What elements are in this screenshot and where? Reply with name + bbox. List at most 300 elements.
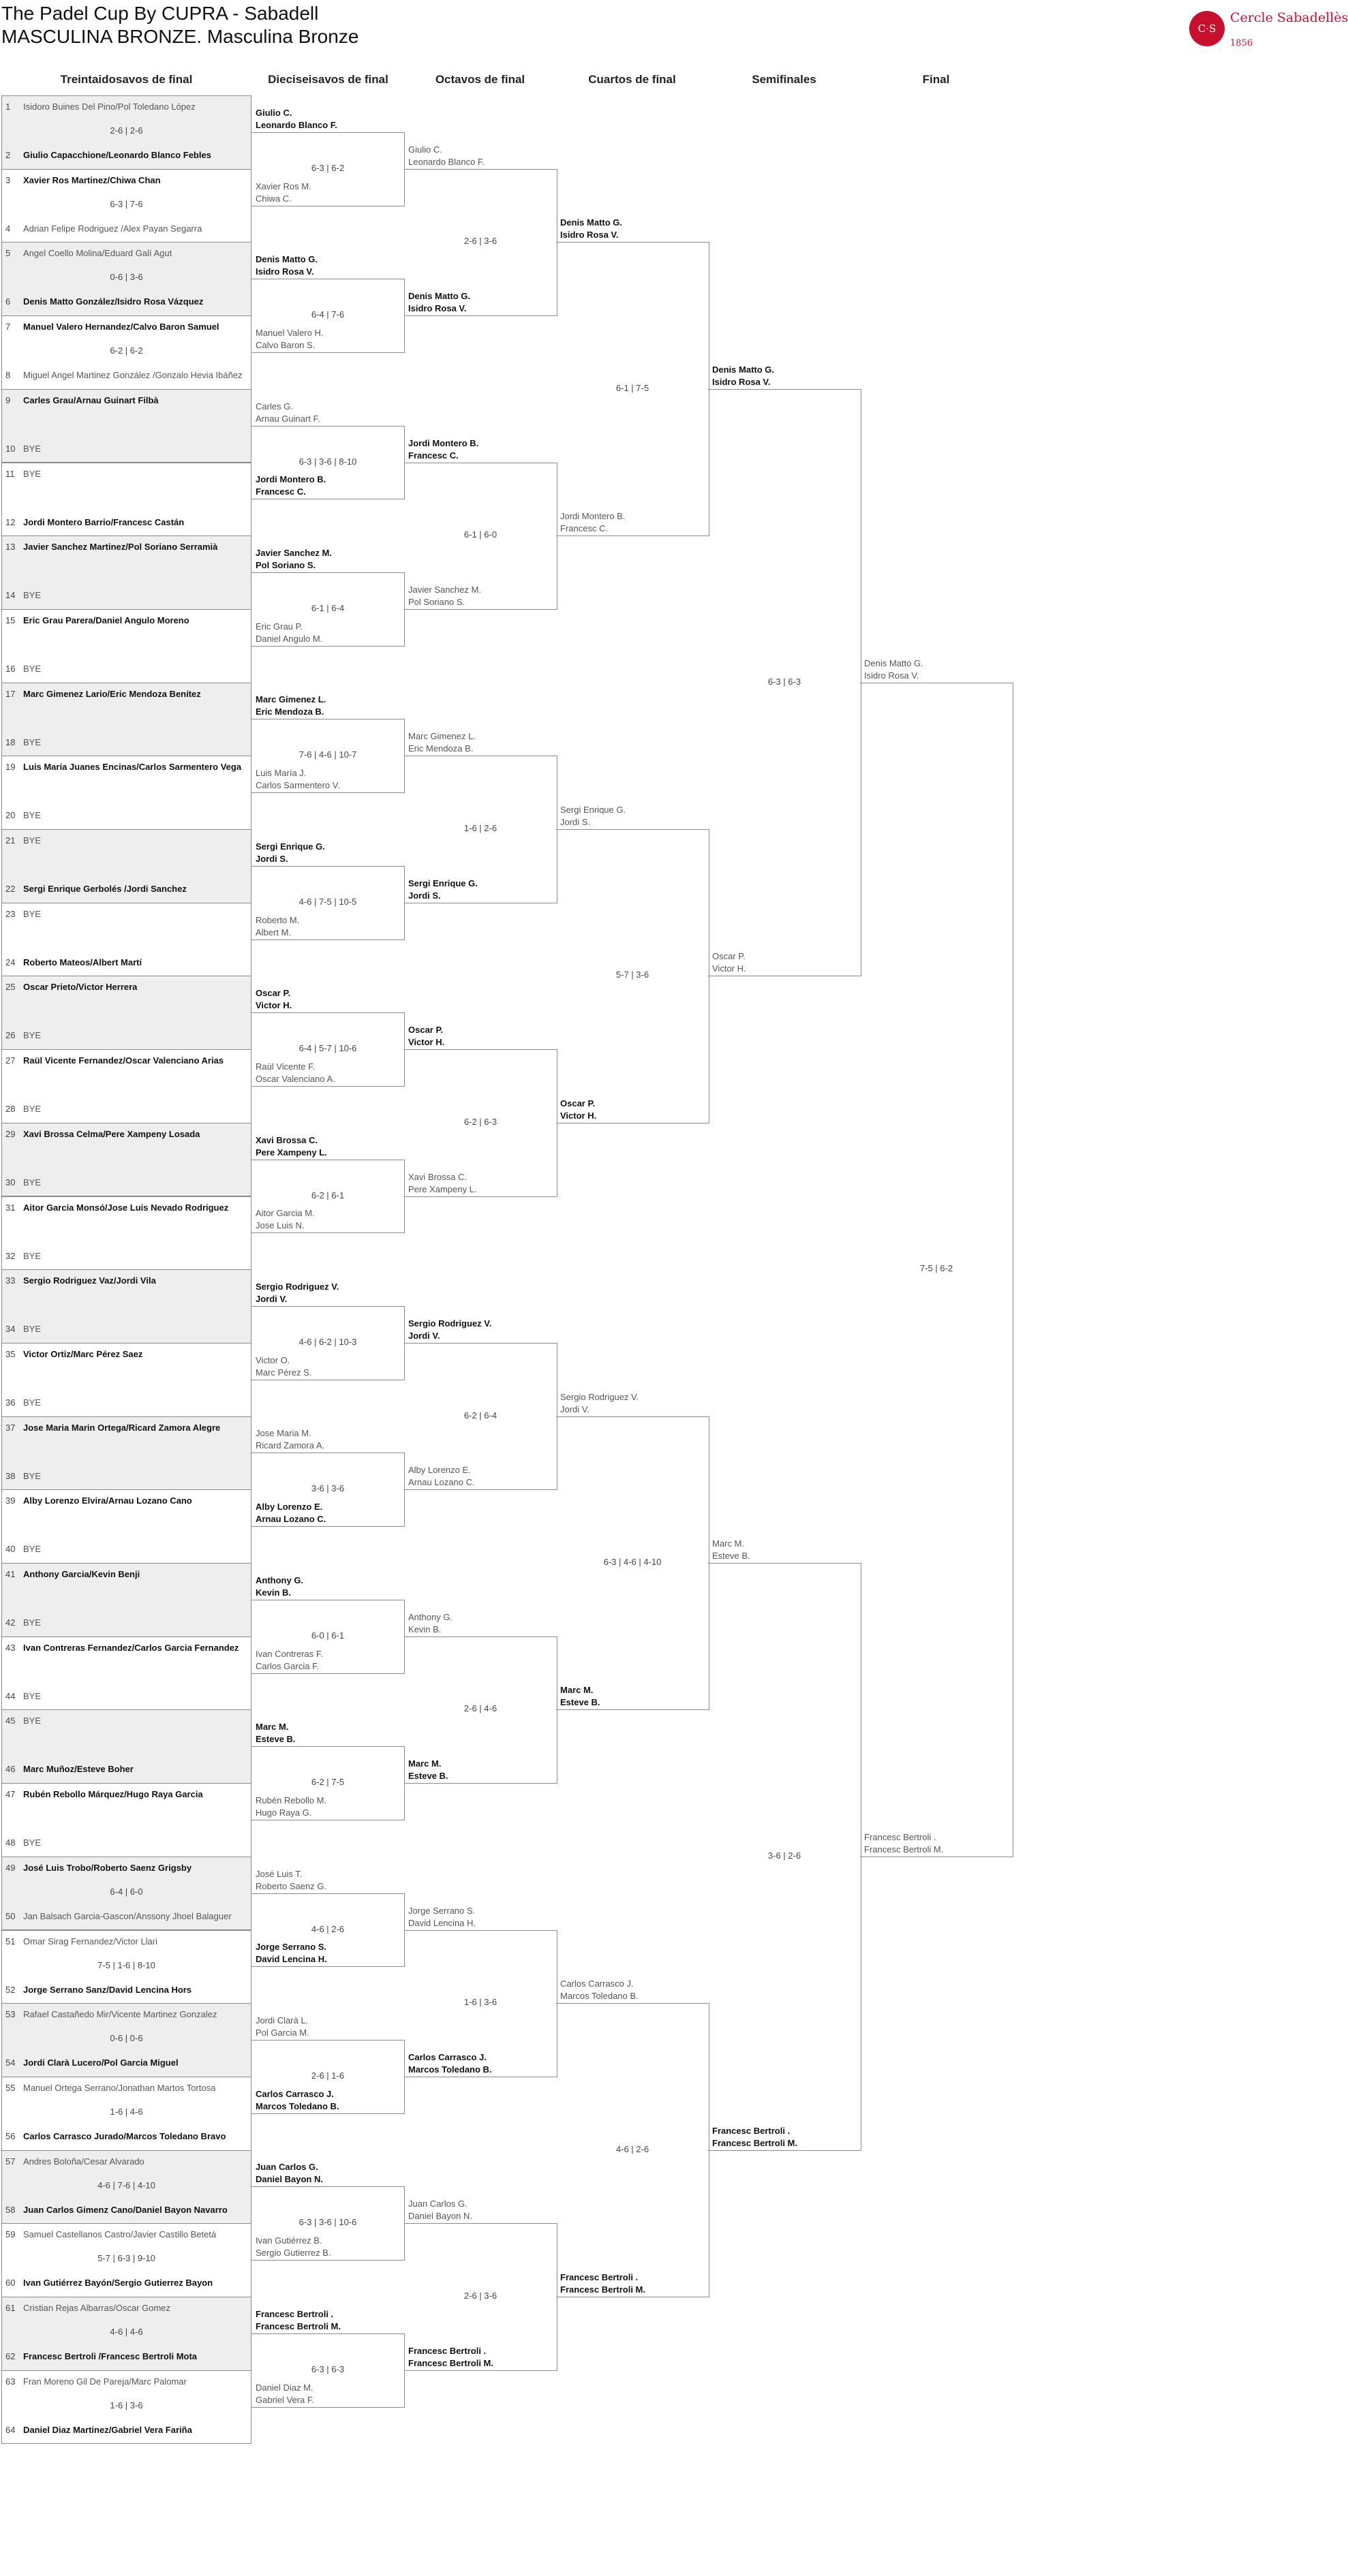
- seed-number: 1: [5, 102, 11, 112]
- team-name[interactable]: BYE: [23, 1837, 42, 1848]
- seed-number: 64: [5, 2424, 16, 2435]
- team-name[interactable]: Rubén Rebollo Márquez/Hugo Raya Garcia: [23, 1789, 203, 1800]
- team-name[interactable]: Sergio Rodriguez Vaz/Jordi Vila: [23, 1275, 156, 1286]
- team-name[interactable]: Albert M.: [256, 927, 292, 937]
- team-name[interactable]: Marc M.: [256, 1722, 289, 1733]
- team-name[interactable]: Juan Carlos Gimenz Cano/Daniel Bayon Navarro: [23, 2204, 228, 2215]
- team-name[interactable]: Jordi S.: [256, 853, 288, 864]
- bracket-line: [556, 829, 709, 830]
- seal-icon: C·S: [1189, 11, 1225, 46]
- team-name[interactable]: Jordi S.: [560, 817, 591, 827]
- seed-number: 28: [5, 1104, 16, 1115]
- team-name[interactable]: Jose Maria M.: [256, 1428, 311, 1439]
- team-name[interactable]: Esteve B.: [256, 1734, 296, 1745]
- team-name[interactable]: Eric Mendoza B.: [256, 707, 324, 717]
- team-name[interactable]: Calvo Baron S.: [256, 339, 316, 350]
- team-name[interactable]: Isidro Rosa V.: [560, 230, 619, 240]
- seed-number: 22: [5, 884, 16, 894]
- team-name[interactable]: Jorge Serrano S.: [408, 1905, 476, 1916]
- team-name[interactable]: Roberto Saenz G.: [256, 1880, 327, 1891]
- bracket-line: [251, 792, 404, 793]
- team-name[interactable]: Jordi Clarà L.: [256, 2015, 309, 2026]
- team-name[interactable]: Denis Matto G.: [408, 291, 471, 302]
- bracket-line: [251, 866, 404, 867]
- team-name[interactable]: Anthony G.: [256, 1574, 304, 1585]
- team-name[interactable]: Rafael Castañedo Mir/Vicente Martinez Gonzalez: [23, 2009, 217, 2020]
- team-name[interactable]: Marc M.: [712, 1538, 744, 1549]
- team-name[interactable]: Carlos Garcia F.: [256, 1660, 320, 1671]
- team-name[interactable]: Jordi Montero B.: [256, 474, 326, 485]
- team-name[interactable]: Jordi S.: [408, 890, 441, 901]
- team-name[interactable]: Marc Pérez S.: [256, 1367, 312, 1378]
- team-name[interactable]: Chiwa C.: [256, 193, 292, 204]
- team-name[interactable]: Carlos Carrasco J.: [256, 2088, 334, 2099]
- team-name[interactable]: David Lencina H.: [408, 1917, 476, 1928]
- team-name[interactable]: Jordi V.: [408, 1330, 440, 1341]
- team-name[interactable]: Marc Gimenez Lario/Eric Mendoza Benítez: [23, 688, 201, 699]
- team-name[interactable]: Carlos Sarmentero V.: [256, 780, 340, 791]
- seed-number: 52: [5, 1984, 16, 1995]
- team-name[interactable]: BYE: [23, 1397, 42, 1408]
- round-header-r64: Treintaidosavos de final: [60, 73, 193, 86]
- team-name[interactable]: Roberto M.: [256, 914, 300, 925]
- team-name[interactable]: Sergi Enrique G.: [560, 805, 626, 815]
- seed-number: 50: [5, 1910, 16, 1921]
- team-name[interactable]: Francesc Bertroli M.: [256, 2321, 341, 2331]
- bracket-line: [251, 1966, 404, 1967]
- team-name[interactable]: Isidro Rosa V.: [864, 670, 919, 681]
- team-name[interactable]: Francesc Bertroli .: [256, 2308, 334, 2319]
- seed-number: 6: [5, 296, 11, 307]
- team-name[interactable]: BYE: [23, 1324, 42, 1335]
- team-name[interactable]: Francesc Bertroli .: [408, 2345, 487, 2356]
- team-name[interactable]: Raül Vicente Fernandez/Oscar Valenciano Arias: [23, 1055, 224, 1066]
- team-name[interactable]: Luis María Juanes Encinas/Carlos Sarmentero Vega: [23, 762, 242, 773]
- seed-number: 12: [5, 516, 16, 527]
- bracket-line: [251, 1673, 404, 1674]
- seed-number: 15: [5, 615, 16, 625]
- match-score: 4-6 | 6-2 | 10-3: [298, 1336, 357, 1347]
- team-name[interactable]: Isidro Rosa V.: [712, 376, 771, 387]
- seed-number: 11: [5, 468, 15, 479]
- team-name[interactable]: BYE: [23, 590, 42, 601]
- seed-number: 59: [5, 2229, 16, 2240]
- match-score: 6-2 | 6-4: [463, 1410, 497, 1421]
- match-score: 7-5 | 1-6 | 8-10: [97, 1959, 155, 1970]
- team-name[interactable]: Marcos Toledano B.: [256, 2100, 339, 2111]
- team-name[interactable]: Eric Grau Parera/Daniel Angulo Moreno: [23, 615, 189, 625]
- match-score: 3-6 | 3-6: [311, 1483, 345, 1494]
- team-name[interactable]: Giulio Capacchione/Leonardo Blanco Febles: [23, 150, 211, 160]
- seed-number: 49: [5, 1862, 16, 1873]
- seed-number: 51: [5, 1936, 16, 1946]
- team-name[interactable]: Jorge Serrano Sanz/David Lencina Hors: [23, 1984, 192, 1995]
- team-name[interactable]: BYE: [23, 1030, 42, 1041]
- team-name[interactable]: Juan Carlos G.: [256, 2162, 318, 2173]
- match-score: 6-1 | 7-5: [615, 382, 649, 393]
- team-name[interactable]: Carlos Carrasco J.: [408, 2051, 487, 2062]
- seed-number: 56: [5, 2130, 16, 2141]
- team-name[interactable]: Manuel Valero H.: [256, 327, 324, 338]
- team-name[interactable]: Francesc Bertroli M.: [712, 2137, 797, 2148]
- team-name[interactable]: Daniel Diaz Martinez/Gabriel Vera Fariña: [23, 2424, 192, 2435]
- match-score: 5-7 | 3-6: [615, 969, 649, 980]
- match-score: 7-5 | 6-2: [919, 1263, 953, 1274]
- team-name[interactable]: Javier Sanchez Martinez/Pol Soriano Serramià: [23, 542, 218, 553]
- seed-number: 10: [5, 443, 16, 454]
- seed-number: 40: [5, 1544, 16, 1555]
- team-name[interactable]: Sergio Rodriguez V.: [256, 1282, 339, 1292]
- team-name[interactable]: Juan Carlos G.: [408, 2199, 468, 2209]
- team-name[interactable]: Esteve B.: [408, 1771, 448, 1782]
- seed-number: 35: [5, 1348, 16, 1359]
- team-name[interactable]: BYE: [23, 908, 42, 919]
- team-name[interactable]: Arnau Guinart F.: [256, 413, 320, 424]
- match-score: 6-2 | 6-3: [463, 1116, 497, 1127]
- team-name[interactable]: Oscar P.: [712, 951, 746, 962]
- match-score: 7-6 | 4-6 | 10-7: [298, 749, 357, 760]
- seed-number: 4: [5, 223, 11, 234]
- seed-number: 55: [5, 2082, 16, 2093]
- team-name[interactable]: Ivan Contreras Fernandez/Carlos Garcia Fernandez: [23, 1642, 239, 1653]
- team-name[interactable]: Anthony G.: [408, 1611, 453, 1622]
- team-name[interactable]: Arnau Lozano C.: [256, 1514, 326, 1525]
- team-name[interactable]: Javier Sanchez M.: [408, 584, 481, 595]
- seed-number: 61: [5, 2303, 16, 2313]
- team-name[interactable]: Francesc Bertroli .: [712, 2125, 791, 2136]
- team-name[interactable]: Manuel Valero Hernandez/Calvo Baron Samuel: [23, 322, 219, 332]
- team-name[interactable]: Marc Gimenez L.: [408, 731, 476, 742]
- bracket-line: [708, 389, 861, 390]
- team-name[interactable]: Denis Matto González/Isidro Rosa Vázquez: [23, 296, 204, 307]
- team-name[interactable]: Kevin B.: [408, 1624, 442, 1634]
- team-name[interactable]: Arnau Lozano C.: [408, 1477, 475, 1488]
- bracket-line: [251, 1306, 404, 1307]
- team-name[interactable]: Anthony Garcia/Kevin Benji: [23, 1569, 140, 1579]
- bracket-line: [251, 1746, 404, 1747]
- team-name[interactable]: Marc M.: [408, 1758, 442, 1769]
- team-name[interactable]: Ivan Gutiérrez B.: [256, 2235, 322, 2246]
- match-score: 6-1 | 6-4: [311, 602, 345, 613]
- match-score: 0-6 | 0-6: [110, 2033, 143, 2044]
- team-name[interactable]: Aitor Garcia M.: [256, 1208, 315, 1219]
- match-score: 6-3 | 6-3: [767, 676, 801, 687]
- team-name[interactable]: Pol Garcia M.: [256, 2028, 309, 2038]
- match-score: 4-6 | 2-6: [615, 2143, 649, 2154]
- team-name[interactable]: Xavi Brossa Celma/Pere Xampeny Losada: [23, 1128, 200, 1139]
- team-name[interactable]: David Lencina H.: [256, 1954, 327, 1965]
- match-score: 5-7 | 6-3 | 9-10: [97, 2253, 155, 2264]
- seed-number: 24: [5, 957, 16, 967]
- seed-number: 2: [5, 150, 11, 160]
- team-name[interactable]: Alby Lorenzo Elvira/Arnau Lozano Cano: [23, 1495, 192, 1506]
- team-name[interactable]: Angel Coello Molina/Eduard Galí Agut: [23, 248, 172, 259]
- team-name[interactable]: Kevin B.: [256, 1587, 292, 1598]
- team-name[interactable]: Manuel Ortega Serrano/Jonathan Martos Tortosa: [23, 2082, 216, 2093]
- seed-number: 13: [5, 542, 16, 553]
- team-name[interactable]: Hugo Raya G.: [256, 1807, 312, 1818]
- team-name[interactable]: Isidro Rosa V.: [256, 266, 314, 277]
- team-name[interactable]: José Luis T.: [256, 1868, 303, 1879]
- team-name[interactable]: Daniel Angulo M.: [256, 633, 323, 644]
- team-name[interactable]: Roberto Mateos/Albert Martí: [23, 957, 142, 967]
- team-name[interactable]: BYE: [23, 1690, 42, 1701]
- team-name[interactable]: Denis Matto G.: [256, 254, 318, 265]
- team-name[interactable]: Omar Sirag Fernandez/Victor Llari: [23, 1936, 158, 1946]
- team-name[interactable]: Carlos Carrasco J.: [560, 1978, 634, 1989]
- team-name[interactable]: Francesc Bertroli .: [560, 2272, 639, 2282]
- match-score: 6-3 | 6-3: [311, 2363, 345, 2374]
- seed-number: 31: [5, 1202, 16, 1213]
- bracket-line: [556, 2003, 709, 2004]
- round-header-final: Final: [922, 73, 950, 86]
- team-name[interactable]: Eric Mendoza B.: [408, 743, 474, 754]
- team-name[interactable]: Carlos Carrasco Jurado/Marcos Toledano Bravo: [23, 2130, 226, 2141]
- bracket-line: [556, 1709, 709, 1710]
- round-header-r32: Dieciseisavos de final: [268, 73, 388, 86]
- seed-number: 45: [5, 1716, 16, 1726]
- team-name[interactable]: Victor H.: [256, 1000, 292, 1011]
- match-score: 6-3 | 3-6 | 8-10: [298, 456, 357, 467]
- match-score: 2-6 | 3-6: [463, 2291, 497, 2301]
- team-name[interactable]: Pol Soriano S.: [256, 560, 316, 571]
- team-name[interactable]: Alby Lorenzo E.: [256, 1502, 323, 1512]
- seed-number: 63: [5, 2376, 16, 2387]
- bracket-line: [251, 572, 404, 573]
- bracket-line: [556, 242, 709, 243]
- team-name[interactable]: Francesc C.: [560, 523, 609, 534]
- team-name[interactable]: Pol Soriano S.: [408, 596, 465, 607]
- team-name[interactable]: BYE: [23, 663, 42, 674]
- team-name[interactable]: Daniel Diaz M.: [256, 2382, 313, 2393]
- seed-number: 54: [5, 2058, 16, 2068]
- team-name[interactable]: Xavier Ros Martinez/Chiwa Chan: [23, 174, 161, 185]
- team-name[interactable]: Sergi Enrique G.: [256, 841, 325, 852]
- team-name[interactable]: BYE: [23, 1617, 42, 1628]
- team-name[interactable]: Denis Matto G.: [560, 217, 623, 228]
- team-name[interactable]: Marcos Toledano B.: [408, 2064, 492, 2075]
- team-name[interactable]: Francesc Bertroli M.: [408, 2357, 493, 2368]
- team-name[interactable]: Fran Moreno Gil De Pareja/Marc Palomar: [23, 2376, 187, 2387]
- team-name[interactable]: Francesc Bertroli M.: [864, 1844, 944, 1855]
- match-score: 2-6 | 3-6: [463, 236, 497, 247]
- bracket-line: [251, 2260, 404, 2261]
- team-name[interactable]: Sergio Gutierrez B.: [256, 2248, 331, 2259]
- match-score: 0-6 | 3-6: [110, 272, 143, 283]
- team-name[interactable]: Oscar P.: [256, 988, 291, 999]
- team-name[interactable]: Samuel Castellanos Castro/Javier Castillo Betetá: [23, 2229, 217, 2240]
- seed-number: 47: [5, 1789, 16, 1800]
- team-name[interactable]: Sergio Rodriguez V.: [408, 1318, 492, 1329]
- round-header-qf: Cuartos de final: [588, 73, 676, 86]
- logo-text: Cercle Sabadellès: [1230, 10, 1348, 25]
- team-name[interactable]: BYE: [23, 443, 42, 454]
- team-name[interactable]: BYE: [23, 1177, 42, 1188]
- bracket-line: [404, 1196, 557, 1197]
- team-name[interactable]: Marcos Toledano B.: [560, 1991, 639, 2002]
- team-name[interactable]: Esteve B.: [712, 1551, 750, 1561]
- team-name[interactable]: Jan Balsach Garcia-Gascon/Anssony Jhoel Balaguer: [23, 1910, 232, 1921]
- team-name[interactable]: Jordi Montero B.: [408, 437, 479, 448]
- match-score: 2-6 | 1-6: [311, 2070, 345, 2081]
- team-name[interactable]: Pere Xampeny L.: [408, 1183, 477, 1194]
- seed-number: 60: [5, 2278, 16, 2288]
- seed-number: 62: [5, 2351, 16, 2361]
- team-name[interactable]: Victor H.: [408, 1037, 445, 1048]
- team-name[interactable]: Oscar P.: [408, 1025, 444, 1036]
- team-name[interactable]: Esteve B.: [560, 1697, 600, 1708]
- team-name[interactable]: José Luis Trobo/Roberto Saenz Grigsby: [23, 1862, 192, 1873]
- team-name[interactable]: Francesc Bertroli M.: [560, 2284, 645, 2295]
- team-name[interactable]: Victor O.: [256, 1354, 290, 1365]
- team-name[interactable]: Rubén Rebollo M.: [256, 1795, 327, 1805]
- team-name[interactable]: Isidoro Buines Del Pino/Pol Toledano López: [23, 102, 196, 112]
- team-name[interactable]: Giulio C.: [256, 107, 292, 118]
- team-name[interactable]: Jordi Clarà Lucero/Pol Garcia Miguel: [23, 2058, 179, 2068]
- page-subtitle: MASCULINA BRONZE. Masculina Bronze: [1, 26, 359, 47]
- team-name[interactable]: Xavier Ros M.: [256, 181, 311, 191]
- match-score: 6-2 | 7-5: [311, 1777, 345, 1788]
- team-name[interactable]: Leonardo Blanco F.: [408, 156, 485, 167]
- match-score: 1-6 | 3-6: [463, 1997, 497, 2008]
- team-name[interactable]: Leonardo Blanco F.: [256, 119, 337, 130]
- bracket-line: [404, 2370, 557, 2371]
- seed-number: 58: [5, 2204, 16, 2215]
- seed-number: 32: [5, 1250, 16, 1261]
- match-score: 2-6 | 4-6: [463, 1703, 497, 1714]
- page-title: The Padel Cup By CUPRA - Sabadell: [1, 3, 319, 24]
- team-name[interactable]: Daniel Bayon N.: [256, 2174, 323, 2185]
- team-name[interactable]: BYE: [23, 835, 42, 845]
- team-name[interactable]: Sergi Enrique Gerbolés /Jordi Sanchez: [23, 884, 187, 894]
- team-name[interactable]: BYE: [23, 1470, 42, 1481]
- bracket-line: [556, 1416, 709, 1417]
- team-name[interactable]: Oscar P.: [560, 1098, 596, 1108]
- team-name[interactable]: Oscar Prieto/Victor Herrera: [23, 982, 138, 993]
- team-name[interactable]: Jordi V.: [560, 1403, 589, 1414]
- bracket-line: [251, 1012, 404, 1013]
- match-score: 6-3 | 6-2: [311, 162, 345, 173]
- team-name[interactable]: Carles Grau/Arnau Guinart Filbà: [23, 394, 159, 405]
- team-name[interactable]: Francesc C.: [256, 486, 306, 497]
- seed-number: 46: [5, 1764, 16, 1775]
- team-name[interactable]: Marc Gimenez L.: [256, 694, 326, 705]
- team-name[interactable]: Sergio Rodriguez V.: [560, 1391, 639, 1402]
- team-name[interactable]: Cristian Rejas Albarras/Oscar Gomez: [23, 2303, 171, 2313]
- team-name[interactable]: Luis María J.: [256, 768, 307, 779]
- team-name[interactable]: Andres Boloña/Cesar Alvarado: [23, 2156, 144, 2167]
- match-score: 6-0 | 6-1: [311, 1630, 345, 1641]
- seed-number: 20: [5, 810, 16, 821]
- team-name[interactable]: Victor H.: [712, 963, 746, 974]
- team-name[interactable]: Denis Matto G.: [712, 364, 775, 375]
- team-name[interactable]: BYE: [23, 1716, 42, 1726]
- team-name[interactable]: Aitor Garcia Monsó/Jose Luis Nevado Rodriguez: [23, 1202, 229, 1213]
- seed-number: 8: [5, 370, 11, 381]
- team-name[interactable]: Xavi Brossa C.: [256, 1134, 318, 1145]
- team-name[interactable]: Marc M.: [560, 1685, 594, 1696]
- bracket-line: [251, 1893, 404, 1894]
- team-name[interactable]: Jose Luis N.: [256, 1220, 305, 1231]
- team-name[interactable]: Victor H.: [560, 1110, 597, 1121]
- team-name[interactable]: Victor Ortiz/Marc Pérez Saez: [23, 1348, 143, 1359]
- team-name[interactable]: Alby Lorenzo E.: [408, 1465, 471, 1476]
- team-name[interactable]: Francesc C.: [408, 450, 459, 461]
- team-name[interactable]: Adrian Felipe Rodriguez /Alex Payan Segarra: [23, 223, 202, 234]
- team-name[interactable]: Marc Muñoz/Esteve Boher: [23, 1764, 134, 1775]
- team-name[interactable]: Francesc Bertroli .: [864, 1831, 936, 1842]
- bracket-line: [251, 1526, 404, 1527]
- team-name[interactable]: BYE: [23, 810, 42, 821]
- team-name[interactable]: Ivan Gutiérrez Bayón/Sergio Gutierrez Bayon: [23, 2278, 213, 2288]
- bracket-line: [251, 2113, 404, 2114]
- team-name[interactable]: Sergi Enrique G.: [408, 878, 478, 888]
- team-name[interactable]: Francesc Bertroli /Francesc Bertroli Mota: [23, 2351, 198, 2361]
- team-name[interactable]: Eric Grau P.: [256, 621, 303, 632]
- team-name[interactable]: Ricard Zamora A.: [256, 1440, 325, 1451]
- team-name[interactable]: Jorge Serrano S.: [256, 1942, 327, 1953]
- team-name[interactable]: Xavi Brossa C.: [408, 1171, 467, 1182]
- bracket-line: [404, 1783, 557, 1784]
- team-name[interactable]: Jose Maria Marin Ortega/Ricard Zamora Alegre: [23, 1422, 221, 1433]
- team-name[interactable]: Miguel Angel Martinez González /Gonzalo Hevia Ibáñez: [23, 370, 243, 381]
- seed-number: 57: [5, 2156, 16, 2167]
- team-name[interactable]: Jordi Montero B.: [560, 511, 626, 522]
- team-name[interactable]: Jordi V.: [256, 1294, 288, 1305]
- team-name[interactable]: Isidro Rosa V.: [408, 303, 467, 314]
- match-score: 6-4 | 5-7 | 10-6: [298, 1043, 357, 1054]
- match-score: 1-6 | 3-6: [110, 2400, 143, 2410]
- team-name[interactable]: Giulio C.: [408, 144, 442, 155]
- bracket-line: [251, 1086, 404, 1087]
- bracket-line: [404, 315, 557, 316]
- team-name[interactable]: Daniel Bayon N.: [408, 2211, 472, 2222]
- team-name[interactable]: BYE: [23, 1104, 42, 1115]
- bracket-line: [251, 2333, 404, 2334]
- team-name[interactable]: Raül Vicente F.: [256, 1061, 316, 1072]
- team-name[interactable]: Denis Matto G.: [864, 657, 923, 668]
- team-name[interactable]: Jordi Montero Barrio/Francesc Castán: [23, 516, 185, 527]
- match-score: 4-6 | 7-6 | 4-10: [97, 2179, 155, 2190]
- seed-number: 21: [5, 835, 16, 845]
- seed-number: 43: [5, 1642, 16, 1653]
- team-name[interactable]: Gabriel Vera F.: [256, 2394, 314, 2405]
- logo-year: 1856: [1230, 38, 1253, 48]
- team-name[interactable]: Carles G.: [256, 401, 293, 412]
- team-name[interactable]: BYE: [23, 468, 42, 479]
- match-score: 4-6 | 2-6: [311, 1923, 345, 1934]
- round-header-sf: Semifinales: [752, 73, 816, 86]
- bracket-line: [251, 352, 404, 353]
- bracket-line: [251, 2186, 404, 2187]
- seed-number: 3: [5, 174, 11, 185]
- seed-number: 39: [5, 1495, 16, 1506]
- bracket-line: [251, 132, 404, 133]
- match-score: 6-1 | 6-0: [463, 529, 497, 540]
- match-score: 4-6 | 7-5 | 10-5: [298, 896, 357, 907]
- team-name[interactable]: Pere Xampeny L.: [256, 1147, 327, 1158]
- seed-number: 30: [5, 1177, 16, 1188]
- team-name[interactable]: BYE: [23, 736, 42, 747]
- bracket-line: [404, 1343, 557, 1344]
- team-name[interactable]: Ivan Contreras F.: [256, 1648, 323, 1659]
- bracket-line: [404, 609, 557, 610]
- team-name[interactable]: BYE: [23, 1544, 42, 1555]
- team-name[interactable]: Oscar Valenciano A.: [256, 1073, 335, 1084]
- seed-number: 42: [5, 1617, 16, 1628]
- team-name[interactable]: BYE: [23, 1250, 42, 1261]
- team-name[interactable]: Javier Sanchez M.: [256, 548, 332, 559]
